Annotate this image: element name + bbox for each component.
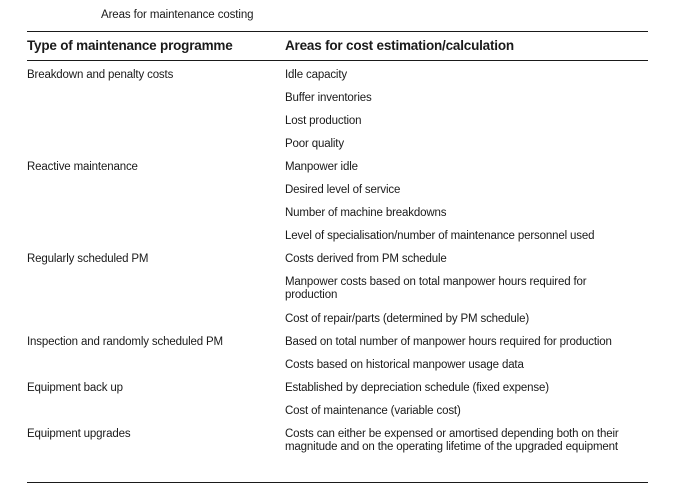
area-cell: Cost of repair/parts (determined by PM schedule) xyxy=(285,313,529,325)
area-cell: Cost of maintenance (variable cost) xyxy=(285,405,461,417)
programme-cell: Reactive maintenance xyxy=(27,161,138,173)
top-rule xyxy=(27,31,648,32)
header-programme: Type of maintenance programme xyxy=(27,38,233,53)
programme-cell: Regularly scheduled PM xyxy=(27,253,149,265)
area-cell: Based on total number of manpower hours required for production xyxy=(285,336,612,348)
header-areas: Areas for cost estimation/calculation xyxy=(285,38,514,53)
bottom-rule xyxy=(27,482,648,483)
programme-cell: Inspection and randomly scheduled PM xyxy=(27,336,223,348)
programme-cell: Equipment back up xyxy=(27,382,123,394)
area-cell: Costs based on historical manpower usage data xyxy=(285,359,524,371)
programme-cell: Equipment upgrades xyxy=(27,428,131,440)
area-cell: Desired level of service xyxy=(285,184,401,196)
header-rule xyxy=(27,60,648,61)
area-cell: Level of specialisation/number of maintenance personnel used xyxy=(285,230,595,242)
area-cell: Idle capacity xyxy=(285,69,347,81)
area-cell: Poor quality xyxy=(285,138,344,150)
area-cell: Costs derived from PM schedule xyxy=(285,253,447,265)
area-cell: Number of machine breakdowns xyxy=(285,207,447,219)
area-cell: Lost production xyxy=(285,115,362,127)
area-cell: Established by depreciation schedule (fixed expense) xyxy=(285,382,549,394)
area-cell: Costs can either be expensed or amortised depending both on their magnitude and on the operating lifetime of the upgraded equipment xyxy=(285,428,619,453)
programme-cell: Breakdown and penalty costs xyxy=(27,69,174,81)
table-caption: Areas for maintenance costing xyxy=(101,9,254,21)
area-cell: Manpower idle xyxy=(285,161,358,173)
area-cell: Manpower costs based on total manpower hours required for production xyxy=(285,276,587,301)
area-cell: Buffer inventories xyxy=(285,92,372,104)
